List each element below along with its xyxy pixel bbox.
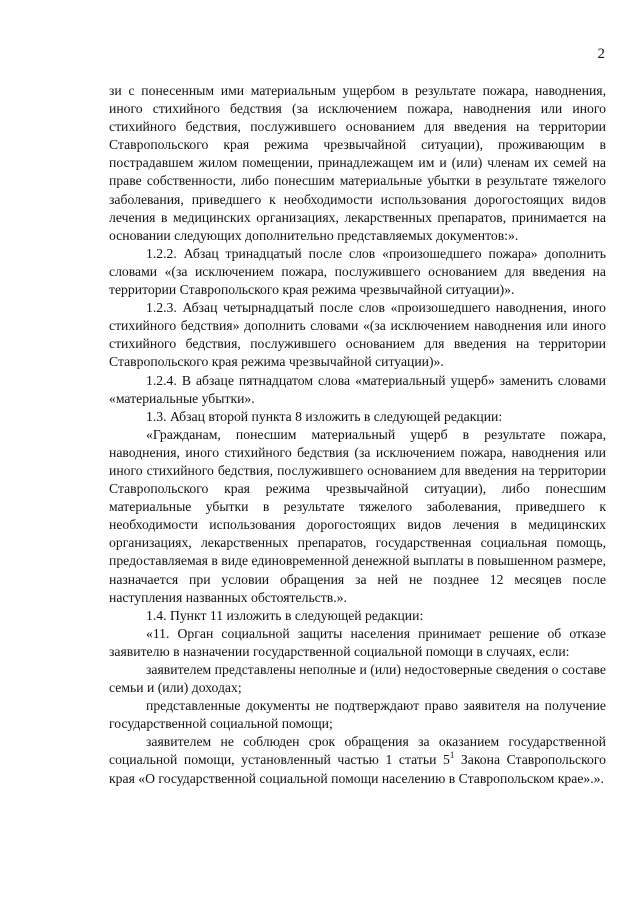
paragraph-condition-incomplete-info: заявителем представлены неполные и (или) недостоверные сведения о составе семьи и (или) доходах; (109, 662, 606, 696)
deadline-text-after: Закона Ставропольского края «О государственной социальной помощи населению в Ставропольском крае».». (109, 752, 606, 786)
deadline-text-before: заявителем не соблюден срок обращения за оказанием государственной социальной помощи, установленный частью 1 статьи 5 (109, 734, 606, 768)
paragraph-condition-documents: представленные документы не подтверждают право заявителя на получение государственной социальной помощи; (109, 698, 606, 732)
paragraph-point-11: «11. Орган социальной защиты населения принимает решение об отказе заявителю в назначении государственной социальной помощи в случаях, если: (109, 625, 606, 659)
paragraph-1-2-3: 1.2.3. Абзац четырнадцатый после слов «произошедшего наводнения, иного стихийного бедствия» дополнить словами «(за исключением наводнения или иного стихийного бедствия, послужившего основанием для введения на территории Ставропольского края режима чрезвычайной ситуации)». (109, 300, 606, 370)
page-number: 2 (597, 46, 605, 62)
paragraph-1-2-2: 1.2.2. Абзац тринадцатый после слов «произошедшего пожара» дополнить словами «(за исключением пожара, послужившего основанием для введения на территории Ставропольского края режима чрезвычайной ситуации)». (109, 245, 606, 298)
paragraph-continuation: зи с понесенным ими материальным ущербом в результате пожара, наводнения, иного стихийного бедствия (за исключением пожара, наводнения или иного стихийного бедствия, послужившего основанием для введения на территории Ставропольского края режима чрезвычайной ситуации), проживающим в пострадавшем жилом помещении, принадлежащем им и (или) членам их семей на праве собственности, либо понесшим материальные убытки в результате тяжелого заболевания, приведшего к необходимости использования дорогостоящих видов лечения в медицинских организациях, лекарственных препаратов, принимается на основании следующих дополнительно представляемых документов:». (109, 83, 606, 243)
paragraph-1-4: 1.4. Пункт 11 изложить в следующей редакции: (146, 607, 424, 623)
article-superscript: 1 (449, 750, 455, 761)
document-body (109, 82, 606, 788)
paragraph-quote-point-8: «Гражданам, понесшим материальный ущерб в результате пожара, наводнения, иного стихийного бедствия (за исключением пожара, наводнения или иного стихийного бедствия, послужившего основанием для введения на территории Ставропольского края режима чрезвычайной ситуации), либо понесшим материальные убытки в результате тяжелого заболевания, приведшего к необходимости использования дорогостоящих видов лечения в медицинских организациях, лекарственных препаратов, государственная социальная помощь, предоставляемая в виде единовременной денежной выплаты в повышенном размере, назначается при условии обращения за ней не позднее 12 месяцев после наступления названных обстоятельств.». (109, 426, 606, 605)
paragraph-1-2-4: 1.2.4. В абзаце пятнадцатом слова «материальный ущерб» заменить словами «материальные убытки». (109, 372, 606, 406)
paragraph-condition-deadline (109, 733, 606, 787)
paragraph-1-3: 1.3. Абзац второй пункта 8 изложить в следующей редакции: (146, 408, 503, 424)
